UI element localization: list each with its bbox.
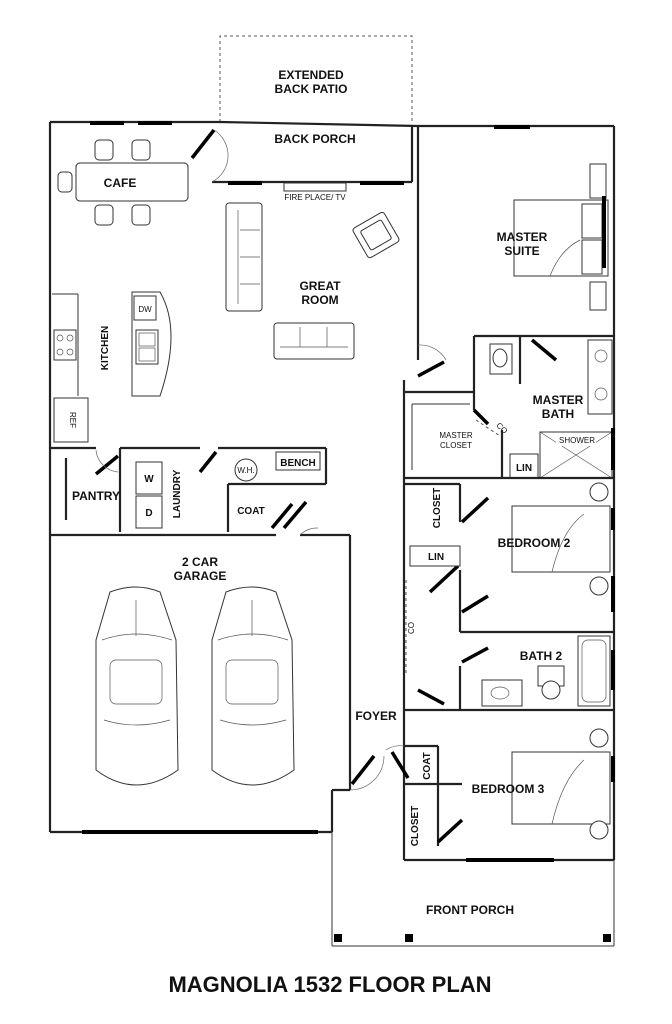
garage <box>50 528 350 832</box>
dw-label: DW <box>138 305 152 314</box>
washer-label: W <box>144 474 154 485</box>
patio-label-2: BACK PATIO <box>274 82 348 96</box>
front-porch <box>332 832 614 946</box>
laundry-label: LAUNDRY <box>172 469 183 519</box>
great-room-label-1: GREAT <box>299 279 341 293</box>
pantry-label: PANTRY <box>72 489 120 503</box>
car-right <box>212 587 294 785</box>
foyer <box>350 709 397 790</box>
great-room-label-2: ROOM <box>301 293 339 307</box>
shower-label: SHOWER <box>559 436 595 445</box>
master-bath-label-2: BATH <box>541 407 575 421</box>
master-bath <box>474 336 614 478</box>
lin-master-label: LIN <box>515 463 533 474</box>
fireplace-label: FIRE PLACE/ TV <box>284 193 346 202</box>
foyer-label: FOYER <box>355 709 397 723</box>
water-heater-label: W.H. <box>237 466 255 475</box>
bedroom-3 <box>386 729 613 860</box>
closet-bed2-label: CLOSET <box>432 487 443 529</box>
car-left <box>96 587 178 785</box>
fireplace-tv <box>284 183 346 202</box>
plan-title: MAGNOLIA 1532 FLOOR PLAN <box>168 972 492 997</box>
coat-laundry-label: COAT <box>237 506 265 517</box>
co-master-label: CO <box>494 420 510 436</box>
great-room <box>226 203 400 359</box>
lin-hall-label: LIN <box>427 552 445 563</box>
hall <box>406 580 416 676</box>
closet-bed3-label: CLOSET <box>410 805 421 847</box>
garage-label-2: GARAGE <box>173 569 227 583</box>
master-closet-label-1: MASTER <box>439 431 473 440</box>
extended-back-patio <box>220 36 412 122</box>
kitchen <box>52 292 171 442</box>
bedroom-3-label: BEDROOM 3 <box>471 782 545 796</box>
front-porch-label: FRONT PORCH <box>426 903 514 917</box>
master-bath-label-1: MASTER <box>532 393 584 407</box>
bench-label: BENCH <box>280 458 316 469</box>
master-closet-label-2: CLOSET <box>439 441 473 450</box>
back-porch-label: BACK PORCH <box>274 132 356 146</box>
patio-label-1: EXTENDED <box>278 68 344 82</box>
dryer-label: D <box>145 508 153 519</box>
bedroom-2-label: BEDROOM 2 <box>497 536 571 550</box>
back-porch <box>192 122 418 183</box>
master-suite-label-2: SUITE <box>504 244 540 258</box>
bedroom-2 <box>404 483 613 632</box>
garage-label-1: 2 CAR <box>181 555 219 569</box>
master-suite-label-1: MASTER <box>496 230 548 244</box>
utility-block <box>50 448 326 532</box>
bath-2-label: BATH 2 <box>519 649 563 663</box>
kitchen-label: KITCHEN <box>100 325 111 371</box>
cafe-label: CAFE <box>103 176 137 190</box>
ref-label: REF <box>68 412 77 428</box>
co-hall-label: CO <box>407 622 416 634</box>
bath-2 <box>404 632 614 710</box>
master-suite <box>418 164 608 376</box>
cafe-area <box>58 140 188 225</box>
coat-foyer-label: COAT <box>422 752 433 780</box>
